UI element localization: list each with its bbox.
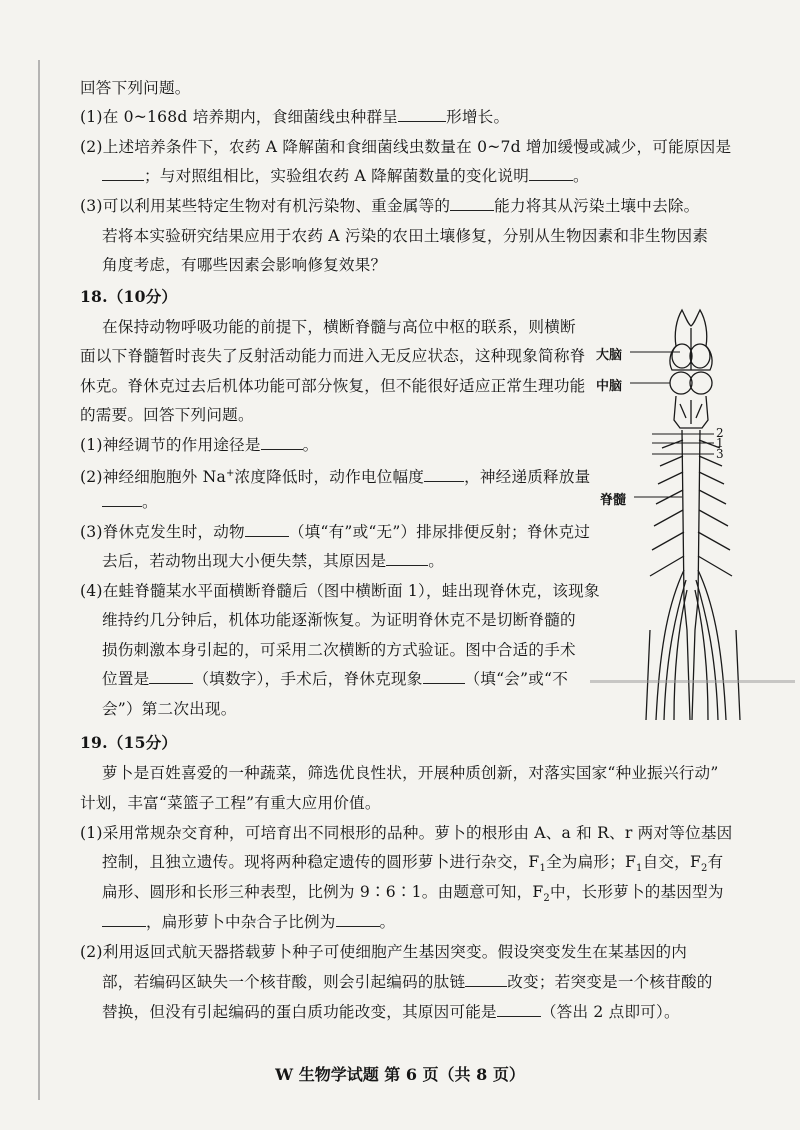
answer-blank[interactable]	[398, 107, 446, 122]
q18-sub4-line5: 会”）第二次出现。	[102, 700, 237, 718]
answer-blank[interactable]	[423, 669, 465, 684]
section-number-2: 2	[716, 426, 724, 440]
q17-sub2-line2: ；与对照组相比，实验组农药 A 降解菌数量的变化说明 。	[102, 166, 589, 186]
q19-para-line2: 计划，丰富“菜篮子工程”有重大应用价值。	[80, 794, 381, 812]
answer-blank[interactable]	[450, 196, 494, 211]
q18-para-line4: 的需要。回答下列问题。	[80, 406, 254, 424]
answer-blank[interactable]	[102, 166, 144, 181]
q19-sub1-line4: ，扁形萝卜中杂合子比例为 。	[102, 912, 395, 932]
section-number-1: 1	[716, 436, 724, 450]
q18-sub4-line3: 损伤刺激本身引起的，可采用二次横断的方式验证。图中合适的手术	[102, 641, 576, 659]
q18-sub4-line1: (4)在蛙脊髓某水平面横断脊髓后（图中横断面 1），蛙出现脊休克，该现象	[80, 582, 600, 600]
label-spinal-cord: 脊髓	[600, 493, 627, 508]
q19-para-line1: 萝卜是百姓喜爱的一种蔬菜，筛选优良性状，开展种质创新，对落实国家“种业振兴行动”	[102, 764, 719, 782]
answer-blank[interactable]	[465, 972, 507, 987]
answer-blank[interactable]	[102, 492, 142, 507]
q18-sub3-line1: (3)脊休克发生时，动物 （填“有”或“无”）排尿排便反射；脊休克过	[80, 523, 591, 541]
label-midbrain: 中脑	[596, 379, 623, 394]
intro-line: 回答下列问题。	[80, 79, 191, 97]
page-footer: W 生物学试题 第 6 页（共 8 页）	[275, 1065, 525, 1084]
q17-sub1: (1)在 0~168d 培养期内，食细菌线虫种群呈 形增长。	[80, 108, 510, 126]
answer-blank[interactable]	[424, 467, 464, 482]
q19-sub1-line3: 扁形、圆形和长形三种表型，比例为 9∶6∶1。由题意可知，$F_2$中，长形萝卜的基因型为	[102, 883, 724, 905]
q18-sub4-line2: 维持约几分钟后，机体功能逐渐恢复。为证明脊休克不是切断脊髓的	[102, 611, 576, 629]
answer-blank[interactable]	[245, 522, 289, 537]
answer-blank[interactable]	[497, 1002, 541, 1017]
q17-sub2-line1: (2)上述培养条件下，农药 A 降解菌和食细菌线虫数量在 0~7d 增加缓慢或减少，可能原因是	[80, 138, 732, 156]
frog-spinal-cord-figure	[590, 300, 795, 720]
q17-sub3-line1: (3)可以利用某些特定生物对有机污染物、重金属等的 能力将其从污染土壤中去除。	[80, 197, 700, 215]
answer-blank[interactable]	[529, 166, 573, 181]
answer-blank[interactable]	[149, 669, 193, 684]
q19-header: 19.（15分）	[80, 733, 178, 752]
q18-para-line1: 在保持动物呼吸功能的前提下，横断脊髓与高位中枢的联系，则横断	[102, 318, 576, 336]
section-number-3: 3	[716, 447, 724, 461]
q18-sub2-line2: 。	[102, 492, 158, 512]
answer-blank[interactable]	[102, 912, 146, 927]
spinal-cord-diagram	[590, 300, 795, 720]
label-cerebrum: 大脑	[596, 348, 623, 363]
q18-header: 18.（10分）	[80, 287, 178, 306]
q19-sub2-line1: (2)利用返回式航天器搭载萝卜种子可使细胞产生基因突变。假设突变发生在某基因的内	[80, 943, 688, 961]
answer-blank[interactable]	[336, 912, 380, 927]
q19-sub1-line2: 控制，且独立遗传。现将两种稳定遗传的圆形萝卜进行杂交，$F_1$全为扁形；$F_1$自交，$F_2$有	[102, 853, 724, 875]
q18-sub2-line1: (2)神经细胞胞外 Na+浓度降低时，动作电位幅度 ，神经递质释放量	[80, 468, 591, 487]
answer-blank[interactable]	[386, 551, 428, 566]
answer-blank[interactable]	[261, 435, 303, 450]
q18-sub3-line2: 去后，若动物出现大小便失禁，其原因是 。	[102, 552, 445, 570]
q19-sub2-line2: 部，若编码区缺失一个核苷酸，则会引起编码的肽链 改变；若突变是一个核苷酸的	[102, 973, 713, 991]
q19-sub2-line3: 替换，但没有引起编码的蛋白质功能改变，其原因可能是 （答出 2 点即可）。	[102, 1003, 680, 1021]
q18-sub4-line4: 位置是 （填数字），手术后，脊休克现象 （填“会”或“不	[102, 670, 568, 688]
binding-margin-line	[38, 60, 40, 1100]
q18-para-line3: 休克。脊休克过去后机体功能可部分恢复，但不能很好适应正常生理功能	[80, 377, 586, 395]
q18-para-line2: 面以下脊髓暂时丧失了反射活动能力而进入无反应状态，这种现象简称脊	[80, 347, 586, 365]
q19-sub1-line1: (1)采用常规杂交育种，可培育出不同根形的品种。萝卜的根形由 A、a 和 R、r 两对等位基因	[80, 824, 733, 842]
q17-sub3-line3: 角度考虑，有哪些因素会影响修复效果？	[102, 256, 387, 274]
q18-sub1: (1)神经调节的作用途径是 。	[80, 436, 319, 454]
q17-sub3-line2: 若将本实验研究结果应用于农药 A 污染的农田土壤修复，分别从生物因素和非生物因素	[102, 227, 709, 245]
